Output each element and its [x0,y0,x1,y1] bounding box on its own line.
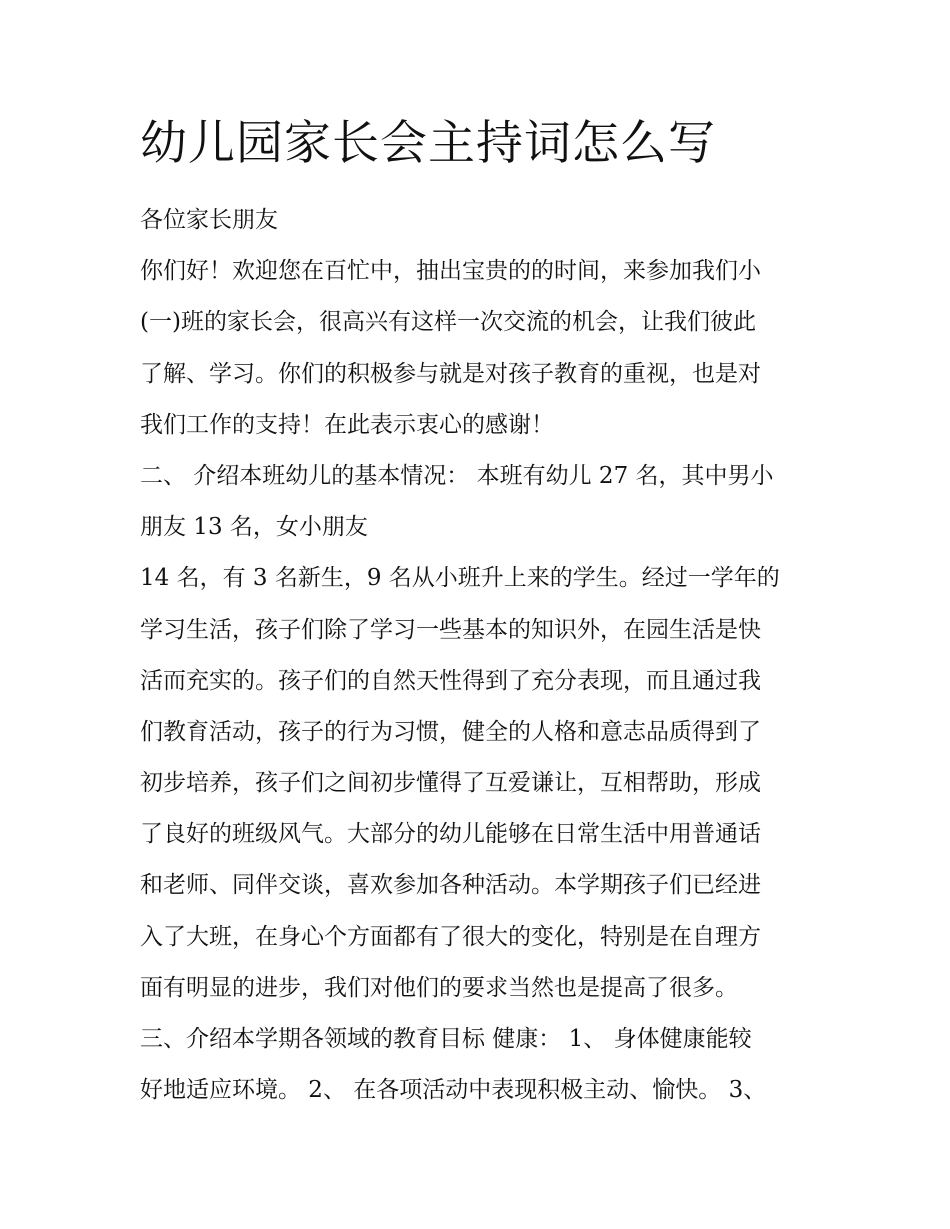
paragraph-line: 我们工作的支持！在此表示衷心的感谢！ [140,411,554,438]
paragraph-line: 面有明显的进步，我们对他们的要求当然也是提高了很多。 [140,974,738,1001]
paragraph-line: 入了大班，在身心个方面都有了很大的变化，特别是在自理方 [140,923,761,950]
document-body [140,195,820,1116]
paragraph-line: 你们好！欢迎您在百忙中，抽出宝贵的的时间，来参加我们小 [140,258,761,285]
paragraph-line: (一)班的家长会，很高兴有这样一次交流的机会，让我们彼此 [140,309,756,336]
paragraph-line: 了良好的班级风气。大部分的幼儿能够在日常生活中用普通话 [140,821,761,848]
paragraph-line: 好地适应环境。 2、 在各项活动中表现积极主动、愉快。 3、 [140,1077,767,1104]
paragraph-line: 14 名，有 3 名新生，9 名从小班升上来的学生。经过一学年的 [140,565,780,592]
paragraph-line: 学习生活，孩子们除了学习一些基本的知识外，在园生活是快 [140,616,761,643]
paragraph-line: 和老师、同伴交谈，喜欢参加各种活动。本学期孩子们已经进 [140,872,761,899]
document-title: 幼儿园家长会主持词怎么写 [140,116,716,171]
paragraph-line: 三、介绍本学期各领域的教育目标 健康： 1、 身体健康能较 [140,1026,752,1052]
paragraph-line: 了解、学习。你们的积极参与就是对孩子教育的重视，也是对 [140,360,761,387]
paragraph-line: 各位家长朋友 [140,207,278,233]
paragraph-line: 朋友 13 名，女小朋友 [140,514,368,541]
paragraph-line: 活而充实的。孩子们的自然天性得到了充分表现，而且通过我 [140,667,761,694]
paragraph-line: 初步培养，孩子们之间初步懂得了互爱谦让，互相帮助，形成 [140,770,761,797]
paragraph-line: 二、 介绍本班幼儿的基本情况： 本班有幼儿 27 名，其中男小 [140,462,774,489]
paragraph-line: 们教育活动，孩子的行为习惯，健全的人格和意志品质得到了 [140,718,761,745]
